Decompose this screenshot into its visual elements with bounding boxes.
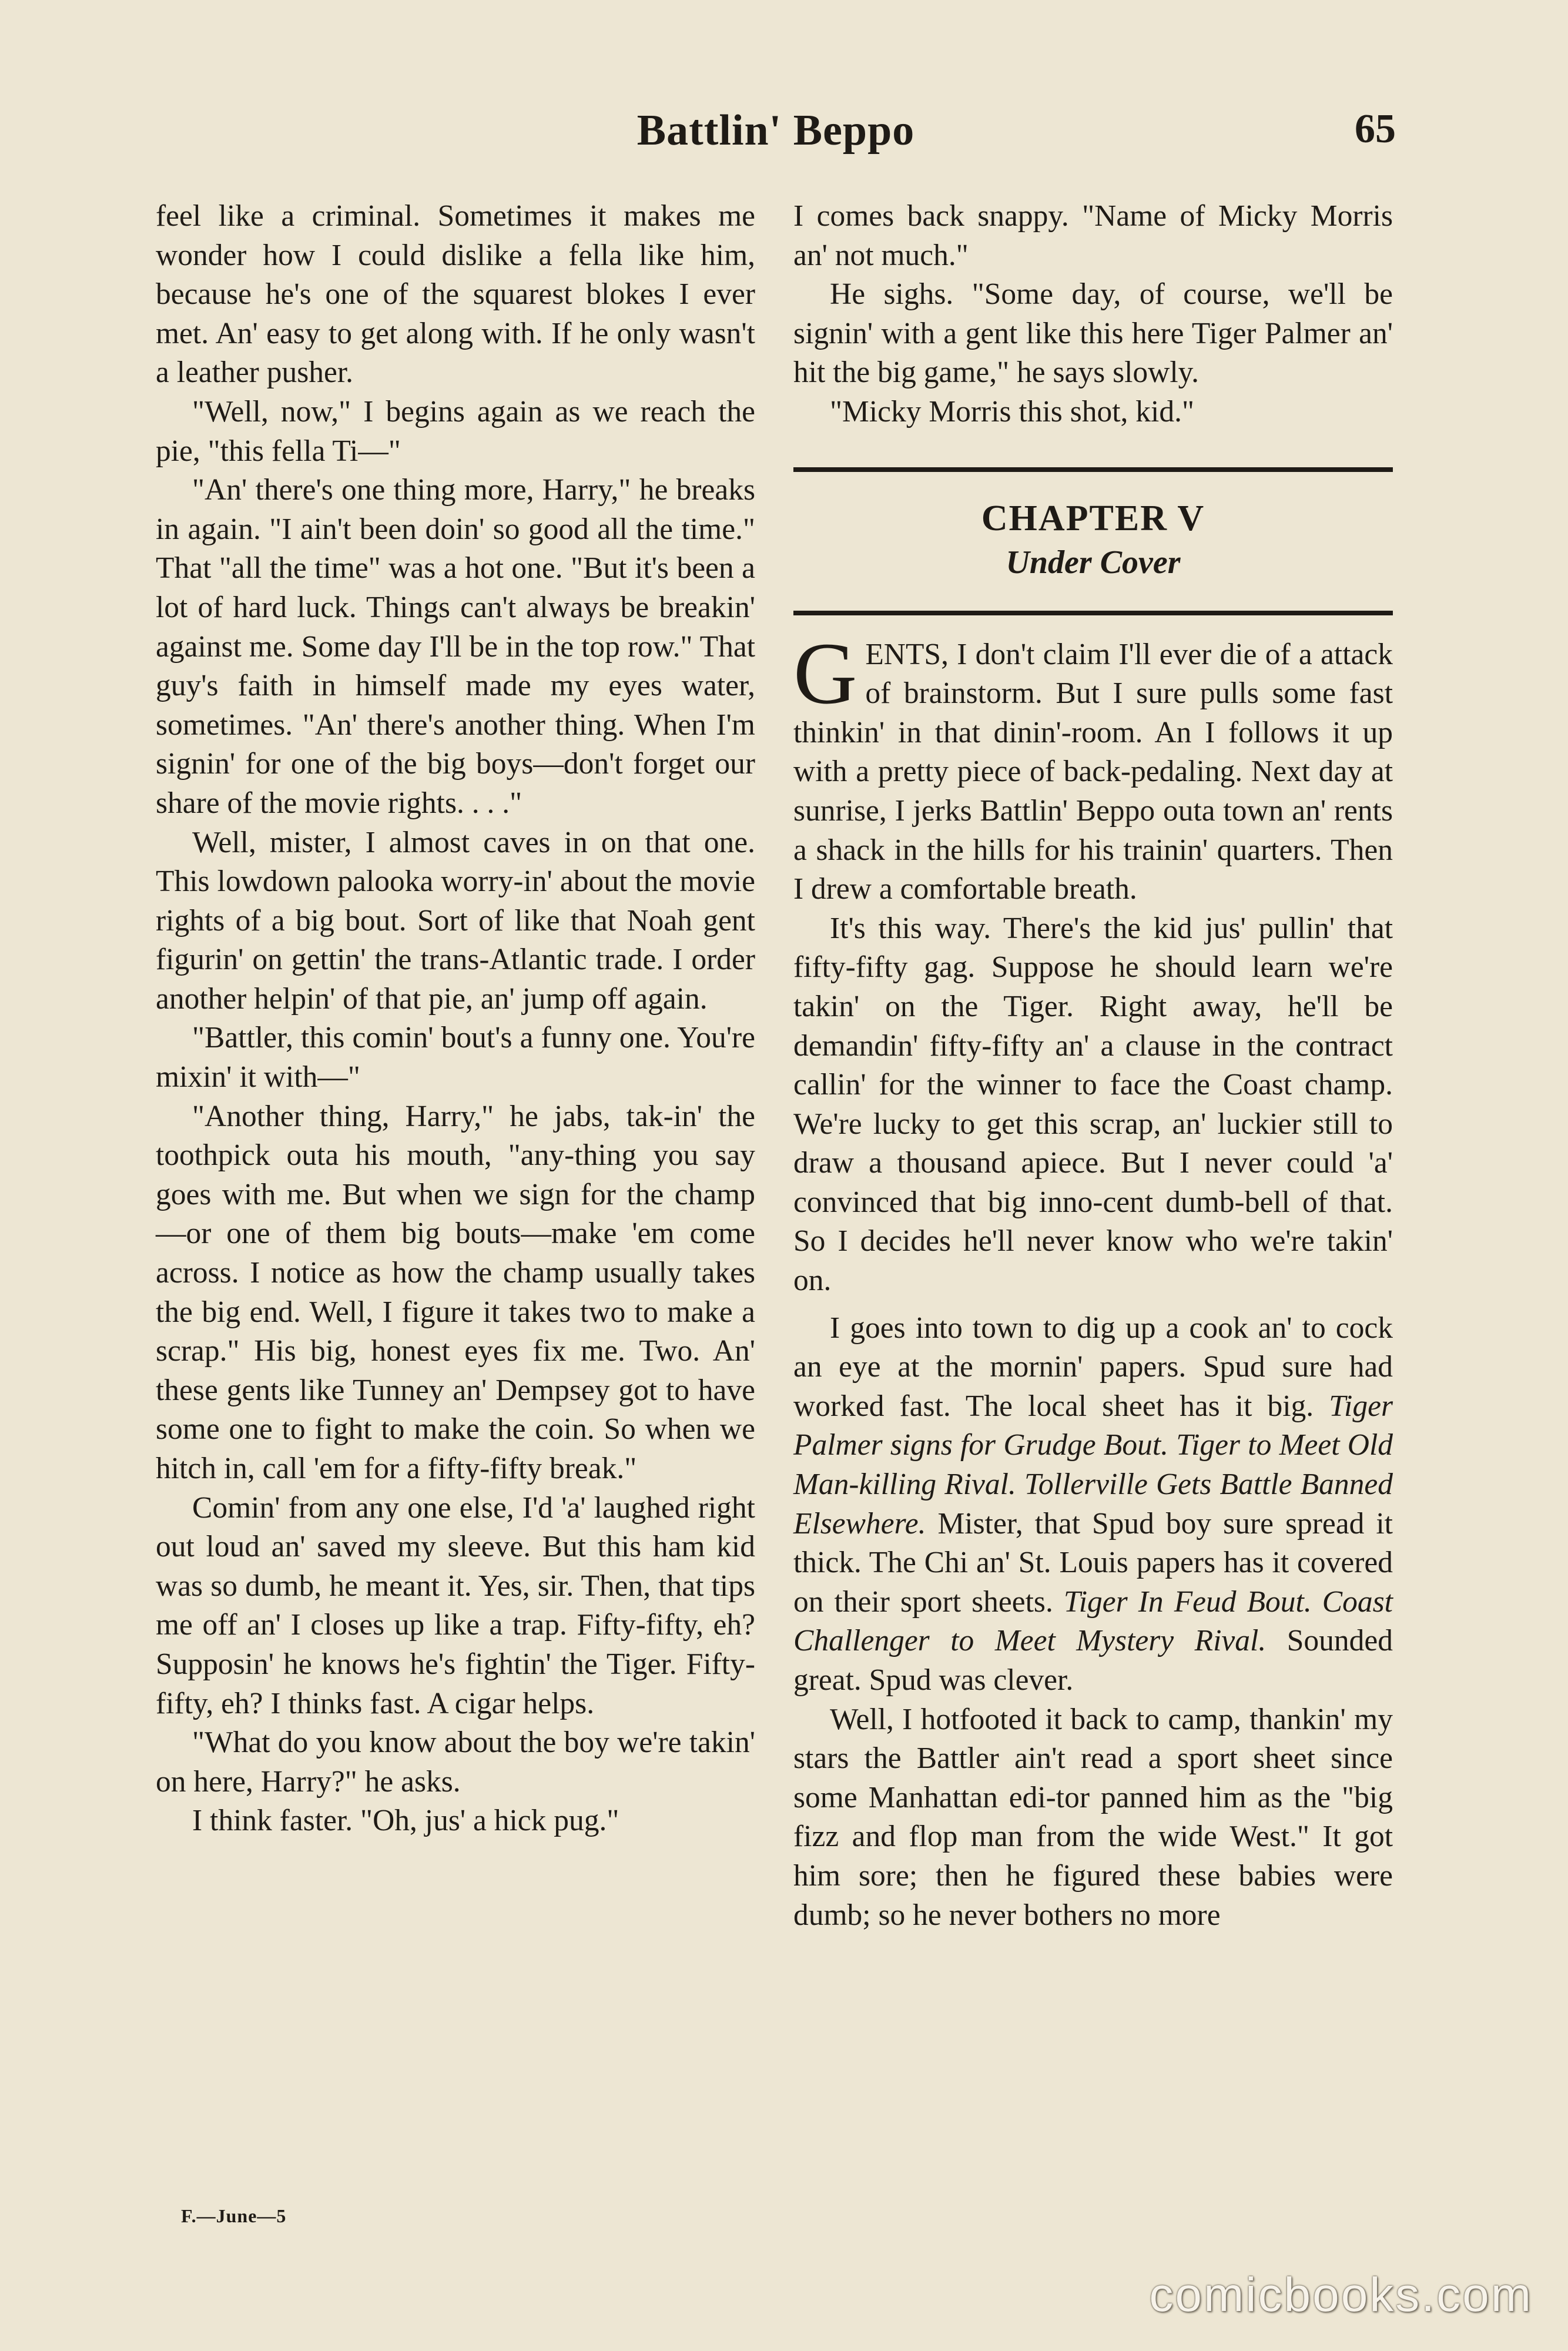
watermark: comicbooks.com — [1149, 2268, 1533, 2322]
paragraph: "Battler, this comin' bout's a funny one. You're mixin' it with—" — [156, 1021, 755, 1094]
headline-text: Tiger In Feud Bout. Coast Challenger to Meet Mystery Rival. — [793, 1585, 1393, 1658]
page-number: 65 — [1355, 106, 1396, 152]
paragraph: It's this way. There's the kid jus' pullin' that fifty-fifty gag. Suppose he should learn we're takin' on the Tiger. Right away, he'll be demandin' fifty-fifty an' a clause in the contract callin' for the winner to face the Coast champ. We're lucky to get this scrap, an' luckier still to draw a thousand apiece. But I never could 'a' convinced that big inno-cent dumb-bell of that. So I decides he'll never know who we're takin' on. — [793, 911, 1393, 1298]
printer-signature: F.—June—5 — [181, 2205, 287, 2226]
paragraph — [793, 1309, 1393, 1700]
opening-text: ENTS, I don't claim I'll ever die of a attack of brainstorm. But I sure pulls some fast thinkin' in that dinin'-room. An I follows it up with a pretty piece of back-pedaling. Next day at sunrise, I jerks Battlin' Beppo outa town an' rents a shack in the hills for his trainin' quarters. Then I drew a comfortable breath. — [793, 637, 1393, 906]
chapter-rule-bottom — [793, 611, 1393, 615]
paragraph: "An' there's one thing more, Harry," he breaks in again. "I ain't been doin' so good all the time." That "all the time" was a hot one. "But it's been a lot of hard luck. Things can't always be breakin' against me. Some day I'll be in the top row." That guy's faith in himself made my eyes water, sometimes. "An' there's another thing. When I'm signin' for one of the big boys—don't forget our share of the movie rights. . . ." — [156, 473, 755, 820]
paragraph: Comin' from any one else, I'd 'a' laughed right out loud an' saved my sleeve. But this ham kid was so dumb, he meant it. Yes, sir. Then, that tips me off an' I closes up like a trap. Fifty-fifty, eh? Supposin' he knows he's fightin' the Tiger. Fifty-fifty, eh? I thinks fast. A cigar helps. — [156, 1491, 755, 1720]
text-run: Mister, that Spud boy sure spread it thick. The Chi an' St. Louis papers has it covered on their sport sheets. — [793, 1506, 1393, 1619]
right-column — [793, 197, 1393, 1935]
left-column — [156, 197, 755, 1841]
paragraph: "Well, now," I begins again as we reach the pie, "this fella Ti—" — [156, 394, 755, 468]
chapter-title: CHAPTER V — [981, 498, 1205, 538]
paragraph: He sighs. "Some day, of course, we'll be signin' with a gent like this here Tiger Palmer an' hit the big game," he says slowly. — [793, 277, 1393, 390]
opening-paragraph — [793, 624, 1393, 909]
paragraph: "Micky Morris this shot, kid." — [830, 394, 1195, 428]
page-header — [156, 106, 1396, 176]
paragraph: feel like a criminal. Sometimes it makes me wonder how I could dislike a fella like him, because he's one of the squarest blokes I ever met. An' easy to get along with. If he only wasn't a leather pusher. — [156, 199, 755, 390]
chapter-subtitle: Under Cover — [1006, 544, 1181, 581]
paragraph: "Another thing, Harry," he jabs, tak-in' the toothpick outa his mouth, "any-thing you say goes with me. But when we sign for the champ—or one of them big bouts—make 'em come across. I notice as how the champ usually takes the big end. Well, I figure it takes two to make a scrap." His big, honest eyes fix me. Two. An' these gents like Tunney an' Dempsey got to have some one to fight to make the coin. So when we hitch in, call 'em for a fifty-fifty break." — [156, 1099, 755, 1485]
paragraph: I think faster. "Oh, jus' a hick pug." — [192, 1804, 619, 1838]
headline-text: Tiger Palmer signs for Grudge Bout. Tiger to Meet Old Man-killing Rival. Tollerville Gets Battle Banned Elsewhere. — [793, 1389, 1393, 1540]
paragraph: I comes back snappy. "Name of Micky Morris an' not much." — [793, 199, 1393, 272]
paragraph: "What do you know about the boy we're takin' on here, Harry?" he asks. — [156, 1726, 755, 1799]
paragraph: Well, I hotfooted it back to camp, thankin' my stars the Battler ain't read a sport sheet since some Manhattan edi-tor panned him as the "big fizz and flop man from the wide West." It got him sore; then he figured these babies were dumb; so he never bothers no more — [793, 1702, 1393, 1932]
running-title: Battlin' Beppo — [636, 106, 915, 155]
paragraph: Well, mister, I almost caves in on that one. This lowdown palooka worry-in' about the movie rights of a big bout. Sort of like that Noah gent figurin' on gettin' the trans-Atlantic trade. I order another helpin' of that pie, an' jump off again. — [156, 825, 755, 1016]
text-run: Sounded great. Spud was clever. — [793, 1624, 1393, 1697]
chapter-rule-top — [793, 467, 1393, 472]
drop-cap: G — [793, 624, 857, 722]
text-run: I goes into town to dig up a cook an' to cock an eye at the mornin' papers. Spud sure had worked fast. The local sheet has it big. — [793, 1311, 1393, 1423]
